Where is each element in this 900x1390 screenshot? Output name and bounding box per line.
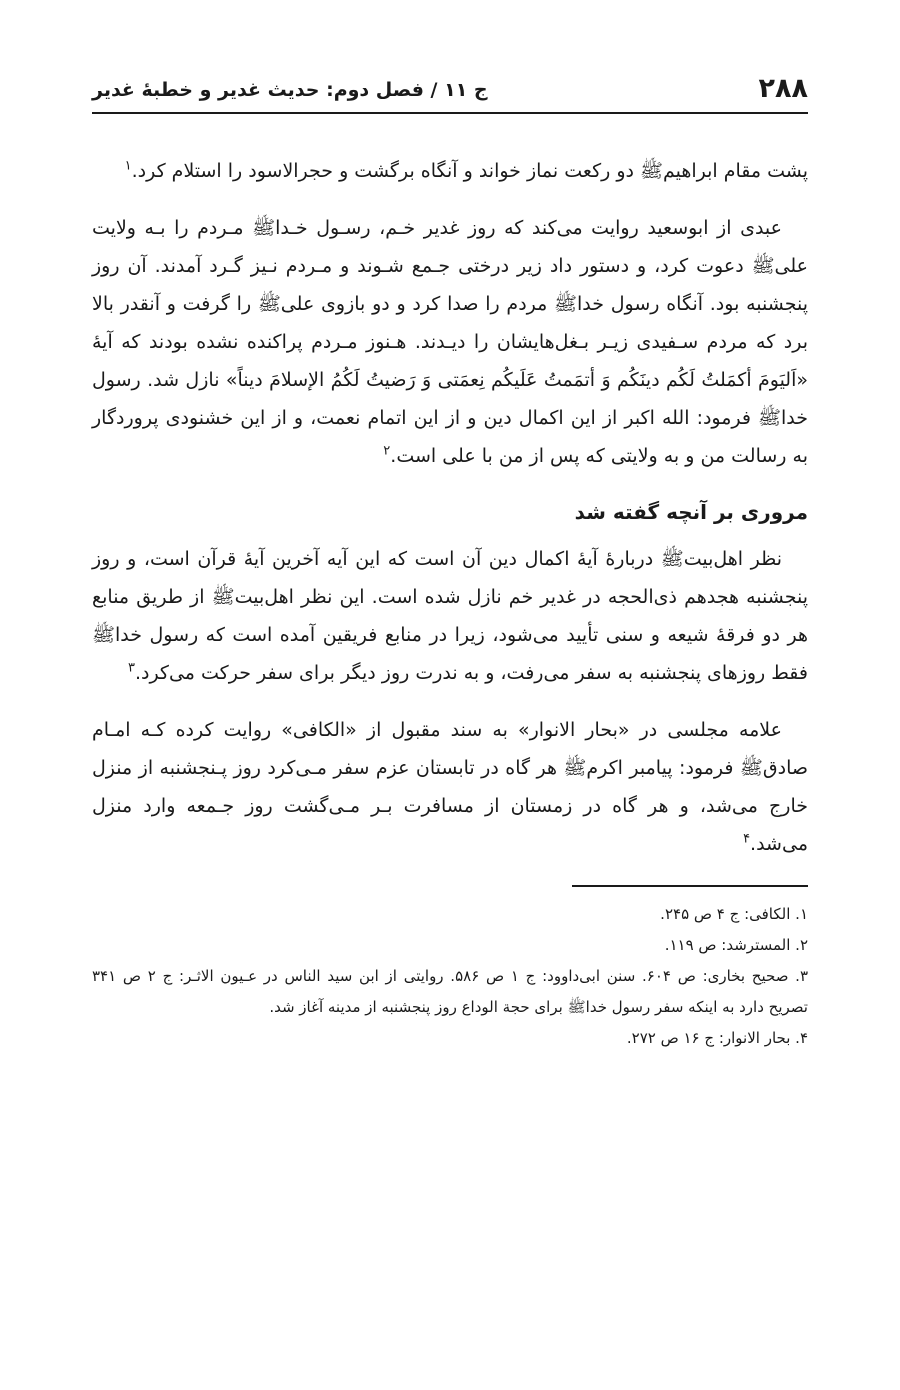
- book-page: [92, 56, 808, 1054]
- paragraph: [92, 540, 808, 692]
- footnote: ۳. صحیح بخاری: ص ۶۰۴. سنن ابی‌داوود: ج ۱ ص ۵۸۶. روایتی از ابن سید الناس در عـیون الاثـر: ج ۲ ص ۳۴۱ تصریح دارد به اینکه سفر رسول خداﷺ برای حجة الوداع روز پنجشنبه از مدینه آغاز شد.: [92, 967, 809, 1016]
- paragraph-text: پشت مقام ابراهیمﷺ دو رکعت نماز خواند و آنگاه برگشت و حجرالاسود را استلام کرد.: [131, 160, 808, 182]
- footnote: ۱. الکافی: ج ۴ ص ۲۴۵.: [660, 905, 808, 923]
- footnote-ref: ۳: [127, 660, 135, 676]
- paragraph-text: عبدی از ابوسعید روایت می‌کند که روز غدیر خـم، رسـول خـداﷺ مـردم را بـه ولایت علیﷺ دعوت کرد، و دستور داد زیر درختی جـمع شـوند و مـردم نـیز گـرد آمدند. آن روز پنجشنبه بود. آنگاه رسول خداﷺ مردم را صدا کرد و دو بازوی علیﷺ را گرفت و آنقدر بالا برد که مردم سـفیدی زیـر بـغل‌هایشان را دیـدند. هـنوز مـردم پراکنده نشده بودند که آیهٔ «اَلیَومَ أکمَلتُ لَکُم دینَکُم وَ أتمَمتُ عَلَیکُم نِعمَتی وَ رَضیتُ لَکُمُ الإسلامَ دیناً» نازل شد. رسول خداﷺ فرمود: الله اکبر از این اکمال دین و از این اتمام نعمت، و از این خشنودی پروردگار به رسالت من و به ولایتی که پس از من با علی است.: [92, 217, 808, 467]
- body-text: [92, 152, 808, 863]
- section-heading: مروری بر آنچه گفته شد: [574, 500, 808, 524]
- footnote-ref: ۱: [124, 158, 132, 174]
- footnote: ۴. بحار الانوار: ج ۱۶ ص ۲۷۲.: [626, 1029, 808, 1047]
- footnote: ۲. المسترشد: ص ۱۱۹.: [664, 936, 808, 954]
- paragraph-text: علامه مجلسی در «بحار الانوار» به سند مقبول از «الکافی» روایت کرده کـه امـام صادقﷺ فرمود: پیامبر اکرمﷺ هر گاه در تابستان عزم سفر مـی‌کرد روز پـنجشنبه از منزل خارج می‌شد، و هر گاه در زمستان از مسافرت بـر مـی‌گشت روز جـمعه وارد منزل می‌شد.: [92, 719, 808, 855]
- page-header: [92, 56, 808, 114]
- footnotes: [92, 899, 808, 1054]
- paragraph-text: نظر اهل‌بیتﷺ دربارهٔ آیهٔ اکمال دین آن است که این آیه آخرین آیهٔ قرآن است، و روز پنجشنبه هجدهم ذی‌الحجه در غدیر خم نازل شده است. این نظر اهل‌بیتﷺ از طریق منابع هر دو فرقهٔ شیعه و سنی تأیید می‌شود، زیرا در منابع فریقین آمده است که رسول خداﷺ فقط روزهای پنجشنبه به سفر می‌رفت، و به ندرت روز دیگر برای سفر حرکت می‌کرد.: [92, 548, 808, 684]
- footnote-ref: ۲: [383, 443, 391, 459]
- footnote-divider: [572, 885, 808, 887]
- footnote-ref: ۴: [743, 831, 751, 847]
- running-title: ج ۱۱ / فصل دوم: حدیث غدیر و خطبهٔ غدیر: [92, 79, 488, 101]
- paragraph: [92, 209, 808, 475]
- paragraph: [92, 711, 808, 863]
- paragraph: [92, 152, 808, 190]
- page-number: ۲۸۸: [758, 73, 808, 104]
